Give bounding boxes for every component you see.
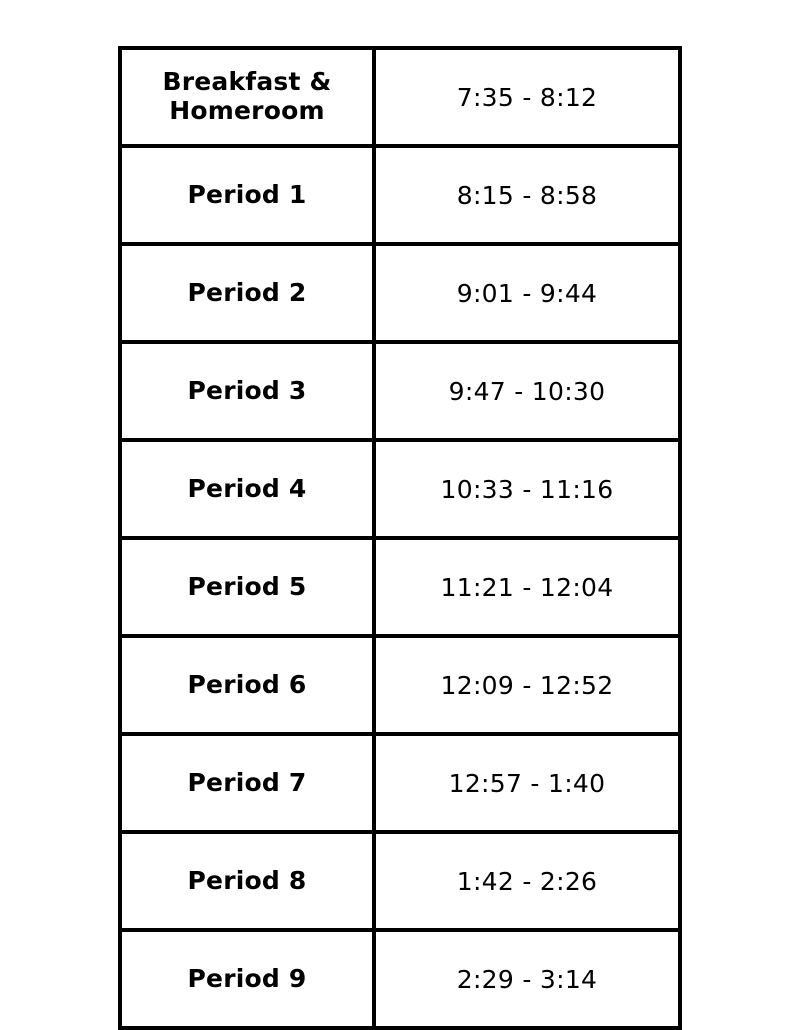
table-row [120, 146, 680, 244]
table-row [120, 440, 680, 538]
period-label-cell: Period 7 [120, 734, 374, 832]
period-time-cell: 12:57 - 1:40 [374, 734, 680, 832]
period-time-cell: 12:09 - 12:52 [374, 636, 680, 734]
period-label-line-1: Breakfast & [162, 67, 332, 97]
table-row [120, 244, 680, 342]
table-row [120, 734, 680, 832]
table-row [120, 48, 680, 146]
period-label-cell: Period 9 [120, 930, 374, 1028]
period-time-cell: 9:47 - 10:30 [374, 342, 680, 440]
period-time-cell: 9:01 - 9:44 [374, 244, 680, 342]
table-row [120, 832, 680, 930]
table-row [120, 538, 680, 636]
table-row [120, 342, 680, 440]
period-label-cell: Period 3 [120, 342, 374, 440]
period-label-cell [120, 48, 374, 146]
period-label-cell: Period 6 [120, 636, 374, 734]
period-time-cell: 10:33 - 11:16 [374, 440, 680, 538]
period-label-cell: Period 2 [120, 244, 374, 342]
bell-schedule-table [118, 46, 682, 1030]
period-label-cell: Period 8 [120, 832, 374, 930]
table-row [120, 636, 680, 734]
period-time-cell: 8:15 - 8:58 [374, 146, 680, 244]
table-row [120, 930, 680, 1028]
period-time-cell: 7:35 - 8:12 [374, 48, 680, 146]
period-label-cell: Period 4 [120, 440, 374, 538]
period-time-cell: 2:29 - 3:14 [374, 930, 680, 1028]
period-time-cell: 11:21 - 12:04 [374, 538, 680, 636]
period-label-line-2: Homeroom [169, 96, 325, 125]
period-label-cell: Period 1 [120, 146, 374, 244]
period-time-cell: 1:42 - 2:26 [374, 832, 680, 930]
period-label-cell: Period 5 [120, 538, 374, 636]
